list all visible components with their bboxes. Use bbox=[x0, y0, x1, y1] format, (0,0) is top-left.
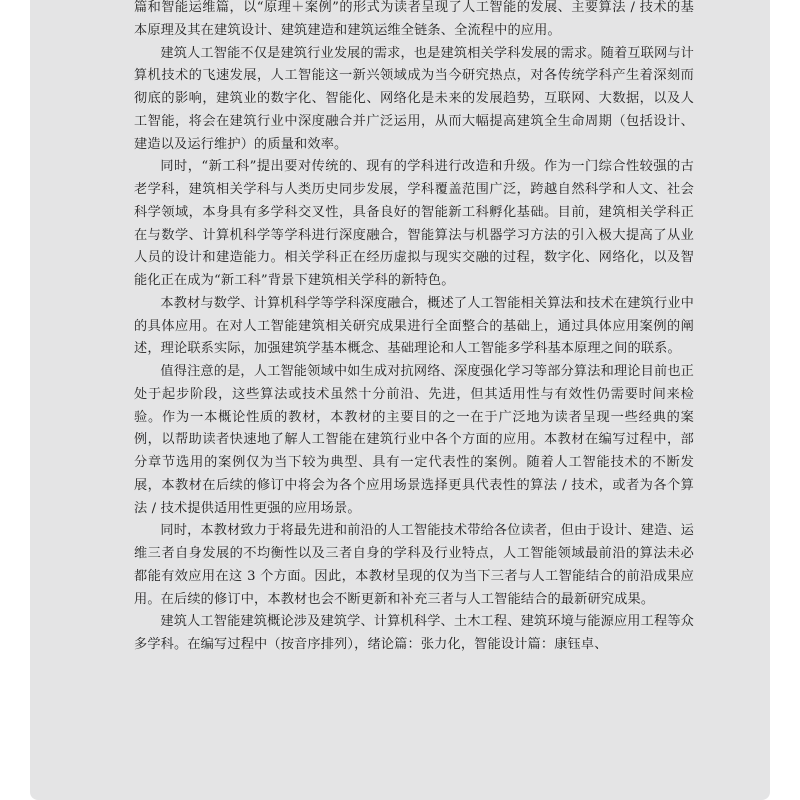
paragraph: 同时，本教材致力于将最先进和前沿的人工智能技术带给各位读者，但由于设计、建造、运维三者自身发展的不均衡性以及三者自身的学科及行业特点，人工智能领域最前沿的算法未必都能有效应用在这 3 个方面。因此，本教材呈现的仅为当下三者与人工智能结合的前沿成果应用。在后续的修订中，本教材也会不断更新和补充三者与人工智能结合的最新研究成果。 bbox=[134, 523, 694, 607]
paragraph: 同时，“新工科”提出要对传统的、现有的学科进行改造和升级。作为一门综合性较强的古老学科，建筑相关学科与人类历史同步发展，学科覆盖范围广泛，跨越自然科学和人文、社会科学领域，本身具有多学科交叉性，具备良好的智能新工科孵化基础。目前，建筑相关学科正在与数学、计算机科学等学科进行深度融合，智能算法与机器学习方法的引入极大提高了从业人员的设计和建造能力。相关学科正在经历虚拟与现实交融的过程，数字化、网络化，以及智能化正在成为“新工科”背景下建筑相关学科的新特色。 bbox=[134, 159, 694, 288]
paragraph: 值得注意的是，人工智能领域中如生成对抗网络、深度强化学习等部分算法和理论目前也正处于起步阶段，这些算法或技术虽然十分前沿、先进，但其适用性与有效性仍需要时间来检验。作为一本概论性质的教材，本教材的主要目的之一在于广泛地为读者呈现一些经典的案例，以帮助读者快速地了解人工智能在建筑行业中各个方面的应用。本教材在编写过程中，部分章节选用的案例仅为当下较为典型、具有一定代表性的案例。随着人工智能技术的不断发展，本教材在后续的修订中将会为各个应用场景选择更具代表性的算法 / 技术，或者为各个算法 / 技术提供适用性更强的应用场景。 bbox=[134, 364, 694, 516]
paragraph-continued: 篇和智能运维篇，以“原理＋案例”的形式为读者呈现了人工智能的发展、主要算法 / 技术的基本原理及其在建筑设计、建筑建造和建筑运维全链条、全流程中的应用。 bbox=[134, 0, 694, 38]
document-page bbox=[30, 0, 770, 800]
paragraph: 建筑人工智能建筑概论涉及建筑学、计算机科学、土木工程、建筑环境与能源应用工程等众多学科。在编写过程中（按音序排列），绪论篇：张力化，智能设计篇：康钰卓、 bbox=[134, 614, 694, 652]
paragraph: 本教材与数学、计算机科学等学科深度融合，概述了人工智能相关算法和技术在建筑行业中的具体应用。在对人工智能建筑相关研究成果进行全面整合的基础上，通过具体应用案例的阐述，理论联系实际，加强建筑学基本概念、基础理论和人工智能多学科基本原理之间的联系。 bbox=[134, 295, 694, 357]
paragraph: 建筑人工智能不仅是建筑行业发展的需求，也是建筑相关学科发展的需求。随着互联网与计算机技术的飞速发展，人工智能这一新兴领域成为当今研究热点，对各传统学科产生着深刻而彻底的影响，建筑业的数字化、智能化、网络化是未来的发展趋势，互联网、大数据，以及人工智能，将会在建筑行业中深度融合并广泛运用，从而大幅提高建筑全生命周期（包括设计、建造以及运行维护）的质量和效率。 bbox=[134, 45, 694, 152]
document-body bbox=[134, 0, 694, 657]
